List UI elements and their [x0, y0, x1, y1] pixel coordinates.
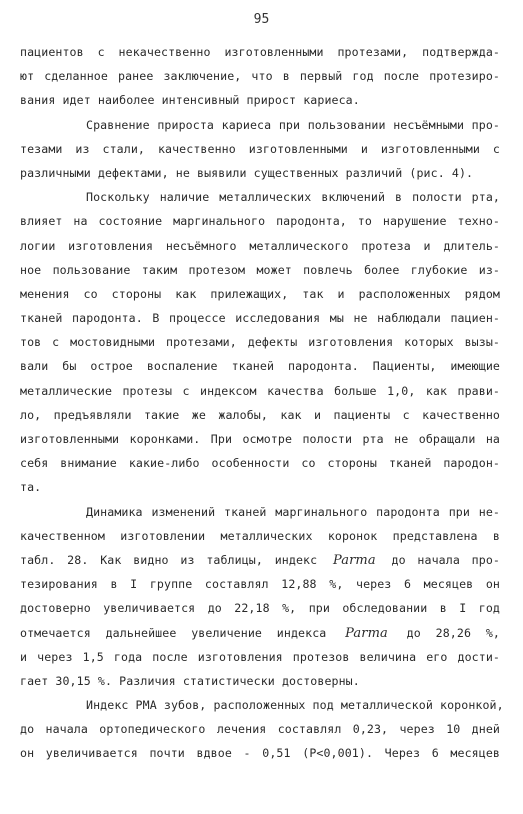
text-line: Динамика изменений тканей маргинального пародонта при не-	[86, 504, 500, 519]
text-line: тезирования в I группе составлял 12,88 %, через 6 месяцев он	[20, 577, 500, 592]
text-line: Поскольку наличие металлических включений в полости рта,	[86, 190, 500, 205]
text-line: влияет на состояние маргинального пародонта, то нарушение техно-	[20, 214, 500, 229]
text-line: вали бы острое воспаление тканей пародонта. Пациенты, имеющие	[20, 359, 500, 374]
text-line: ное пользование таким протезом может повлечь более глубокие из-	[20, 262, 500, 277]
page-number: 95	[253, 12, 270, 27]
text-line: вания идет наиболее интенсивный прирост кариеса.	[20, 93, 360, 108]
text-line: он увеличивается почти вдвое - 0,51 (P<0,001). Через 6 месяцев	[20, 746, 500, 761]
line-text-after: до 28,26 %,	[391, 625, 500, 640]
text-line: тканей пародонта. В процессе исследования мы не наблюдали пациен-	[20, 311, 500, 326]
text-line: Индекс РМА зубов, расположенных под металлической коронкой,	[86, 698, 504, 713]
body-text	[20, 40, 504, 766]
index-name-script: Parma	[333, 552, 376, 568]
text-line: себя внимание какие-либо особенности со стороны тканей пародон-	[20, 456, 500, 471]
text-line: металлические протезы с индексом качества больше 1,0, как прави-	[20, 383, 500, 398]
text-line: та.	[20, 480, 42, 495]
text-line: ют сделанное ранее заключение, что в первый год после протезиро-	[20, 69, 500, 84]
index-name-script: Parma	[345, 625, 388, 641]
line-text-before: отмечается дальнейшее увеличение индекса	[20, 625, 342, 640]
text-line: логии изготовления несъёмного металлического протеза и длитель-	[20, 238, 500, 253]
text-line: до начала ортопедического лечения составлял 0,23, через 10 дней	[20, 722, 500, 737]
text-line: тезами из стали, качественно изготовленными и изготовленными с	[20, 141, 500, 156]
text-line: менения со стороны как прилежащих, так и расположенных рядом	[20, 286, 500, 301]
text-line: пациентов с некачественно изготовленными протезами, подтвержда-	[20, 45, 500, 59]
text-line: гает 30,15 %. Различия статистически достоверны.	[20, 673, 360, 688]
text-line	[20, 548, 500, 572]
text-line: достоверно увеличивается до 22,18 %, при обследовании в I год	[20, 601, 500, 616]
text-line	[20, 621, 500, 645]
text-line: и через 1,5 года после изготовления протезов величина его дости-	[20, 649, 500, 664]
text-line: ло, предъявляли такие же жалобы, как и пациенты с качественно	[20, 407, 500, 422]
text-line: изготовленными коронками. При осмотре полости рта не обращали на	[20, 432, 500, 446]
text-line: Сравнение прироста кариеса при пользовании несъёмными про-	[86, 117, 500, 132]
line-text-before: табл. 28. Как видно из таблицы, индекс	[20, 552, 329, 567]
text-line: качественном изготовлении металлических коронок представлена в	[20, 528, 500, 543]
text-line: различными дефектами, не выявили существенных различий (рис. 4).	[20, 165, 474, 180]
line-text-after: до начала про-	[379, 552, 501, 567]
text-line: тов с мостовидными протезами, дефекты изготовления которых вызы-	[20, 335, 500, 350]
